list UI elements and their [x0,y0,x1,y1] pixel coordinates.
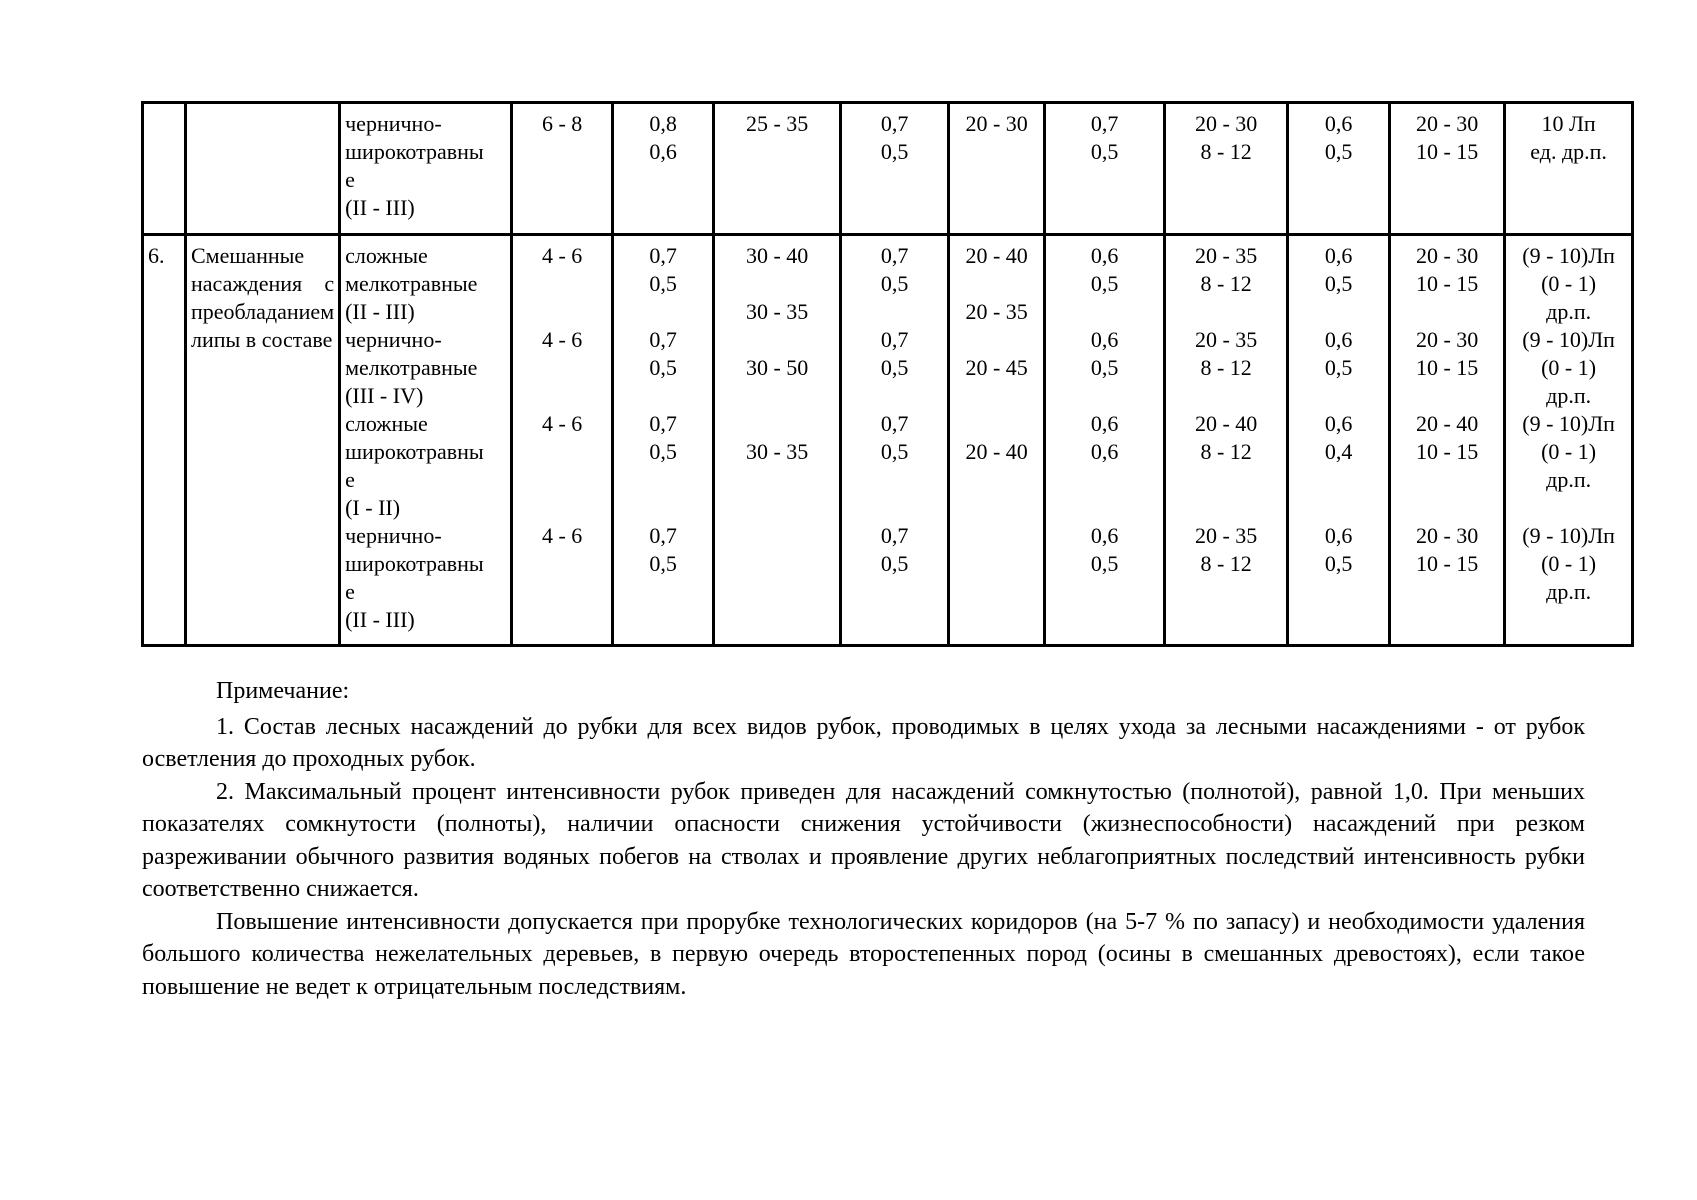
cell-forest-type: сложные мелкотравные (II - III) чернично- мелкотравные (III - IV) сложные широкотравны е (I - II) чернично- широкотравны е (II - III) [340,235,512,646]
cell-value: 20 - 30 10 - 15 [1390,103,1505,235]
cell-value: 30 - 40 30 - 35 30 - 50 30 - 35 [714,235,841,646]
cell-value: 0,8 0,6 [613,103,714,235]
cell-value: 20 - 30 10 - 15 20 - 30 10 - 15 20 - 40 10 - 15 20 - 30 10 - 15 [1390,235,1505,646]
cell-value: 0,7 0,5 0,7 0,5 0,7 0,5 0,7 0,5 [613,235,714,646]
cell-value: 4 - 6 4 - 6 4 - 6 4 - 6 [512,235,613,646]
cell-value: 0,6 0,5 0,6 0,5 0,6 0,4 0,6 0,5 [1288,235,1390,646]
note-paragraph: 2. Максимальный процент интенсивности рубок приведен для насаждений сомкнутостью (полнотой), равной 1,0. При меньших показателях сомкнутости (полноты), наличии опасности снижения устойчивости (жизнеспособности) насаждений при резком разреживании обычного развития водяных побегов на стволах и проявление других неблагоприятных последствий интенсивность рубки соответственно снижается. [142,778,1585,902]
notes-section [142,675,1585,1003]
table-row [143,235,1633,646]
cell-value: 0,6 0,5 [1288,103,1390,235]
cell-value: (9 - 10)Лп (0 - 1) др.п. (9 - 10)Лп (0 - 1) др.п. (9 - 10)Лп (0 - 1) др.п. (9 - 10)Лп (0 - 1) др.п. [1505,235,1633,646]
cell-number [143,103,186,235]
note-paragraph: Повышение интенсивности допускается при прорубке технологических коридоров (на 5-7 % по запасу) и необходимости удаления большого количества нежелательных деревьев, в первую очередь второстепенных пород (осины в смешанных древостоях), если такое повышение не ведет к отрицательным последствиям. [142,908,1585,1000]
cell-forest-type: чернично- широкотравны е (II - III) [340,103,512,235]
cell-stand-name [186,103,340,235]
cell-value: 20 - 30 [949,103,1045,235]
thinning-norms-table [141,101,1634,647]
table-row [143,103,1633,235]
cell-stand-name: Смешанные насаждения с преобладанием липы в составе [186,235,340,646]
cell-value: 0,7 0,5 0,7 0,5 0,7 0,5 0,7 0,5 [841,235,949,646]
cell-value: 10 Лп ед. др.п. [1505,103,1633,235]
cell-value: 20 - 40 20 - 35 20 - 45 20 - 40 [949,235,1045,646]
cell-value: 6 - 8 [512,103,613,235]
cell-number: 6. [143,235,186,646]
cell-value: 0,6 0,5 0,6 0,5 0,6 0,6 0,6 0,5 [1045,235,1165,646]
cell-value: 20 - 35 8 - 12 20 - 35 8 - 12 20 - 40 8 - 12 20 - 35 8 - 12 [1165,235,1288,646]
cell-value: 0,7 0,5 [1045,103,1165,235]
notes-title: Примечание: [216,678,350,704]
cell-value: 0,7 0,5 [841,103,949,235]
cell-value: 25 - 35 [714,103,841,235]
note-paragraph: 1. Состав лесных насаждений до рубки для всех видов рубок, проводимых в целях ухода за лесными насаждениями - от рубок осветления до проходных рубок. [142,713,1585,772]
cell-value: 20 - 30 8 - 12 [1165,103,1288,235]
